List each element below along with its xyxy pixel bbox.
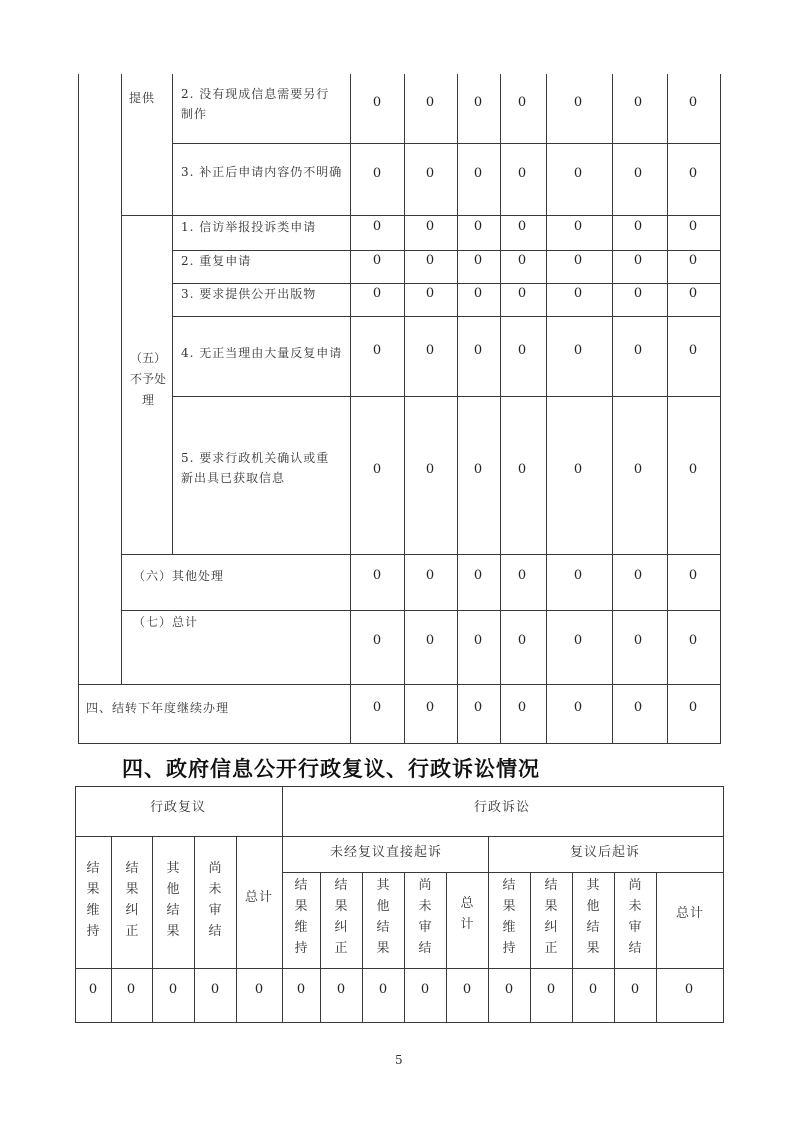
row-label: 3. 要求提供公开出版物 xyxy=(181,287,317,301)
col-header: 结果纠正 xyxy=(544,878,558,956)
count-cell: 0 xyxy=(473,95,483,110)
count-cell: 0 xyxy=(688,95,698,110)
count-cell: 0 xyxy=(254,982,264,997)
row-label: 2. 没有现成信息需要另行制作 xyxy=(181,87,330,121)
row-label: 5. 要求行政机关确认或重新出具已获取信息 xyxy=(181,451,330,485)
provide-group-label: 提供 xyxy=(129,91,156,105)
count-cell: 0 xyxy=(573,462,583,477)
count-cell: 0 xyxy=(688,700,698,715)
count-cell: 0 xyxy=(372,253,382,268)
count-cell: 0 xyxy=(688,462,698,477)
col-header: 结果维持 xyxy=(502,878,516,956)
count-cell: 0 xyxy=(473,219,483,234)
count-cell: 0 xyxy=(517,253,527,268)
page-number: 5 xyxy=(395,1053,404,1067)
count-cell: 0 xyxy=(372,166,382,181)
count-cell: 0 xyxy=(372,700,382,715)
after-review-header: 复议后起诉 xyxy=(570,845,641,860)
count-cell: 0 xyxy=(425,219,435,234)
count-cell: 0 xyxy=(684,982,694,997)
count-cell: 0 xyxy=(517,462,527,477)
count-cell: 0 xyxy=(517,95,527,110)
count-cell: 0 xyxy=(633,253,643,268)
count-cell: 0 xyxy=(372,219,382,234)
col-header: 其他结果 xyxy=(586,878,600,956)
count-cell: 0 xyxy=(425,95,435,110)
row-label: 1. 信访举报投诉类申请 xyxy=(181,220,317,234)
count-cell: 0 xyxy=(473,700,483,715)
col-header: 总计 xyxy=(676,906,705,921)
count-cell: 0 xyxy=(425,343,435,358)
count-cell: 0 xyxy=(633,286,643,301)
count-cell: 0 xyxy=(473,462,483,477)
count-cell: 0 xyxy=(573,343,583,358)
count-cell: 0 xyxy=(210,982,220,997)
count-cell: 0 xyxy=(462,982,472,997)
count-cell: 0 xyxy=(473,253,483,268)
col-header: 其他结果 xyxy=(376,878,390,956)
count-cell: 0 xyxy=(517,166,527,181)
col-header: 尚未审结 xyxy=(208,861,222,939)
col-header: 结果纠正 xyxy=(125,861,139,939)
count-cell: 0 xyxy=(630,982,640,997)
col-header: 其他结果 xyxy=(166,861,180,939)
count-cell: 0 xyxy=(425,568,435,583)
count-cell: 0 xyxy=(688,166,698,181)
count-cell: 0 xyxy=(573,700,583,715)
col-header: 总计 xyxy=(460,896,474,932)
count-cell: 0 xyxy=(633,462,643,477)
count-cell: 0 xyxy=(425,253,435,268)
count-cell: 0 xyxy=(688,219,698,234)
count-cell: 0 xyxy=(573,633,583,648)
count-cell: 0 xyxy=(517,700,527,715)
row-label: （七）总计 xyxy=(133,615,199,629)
row-label: 3. 补正后申请内容仍不明确 xyxy=(181,165,343,179)
count-cell: 0 xyxy=(372,568,382,583)
row-label: 2. 重复申请 xyxy=(181,254,252,268)
count-cell: 0 xyxy=(168,982,178,997)
col-header: 结果维持 xyxy=(86,861,100,939)
count-cell: 0 xyxy=(425,166,435,181)
count-cell: 0 xyxy=(517,286,527,301)
count-cell: 0 xyxy=(504,982,514,997)
count-cell: 0 xyxy=(473,633,483,648)
count-cell: 0 xyxy=(688,286,698,301)
row-label: 四、结转下年度继续办理 xyxy=(86,701,230,715)
count-cell: 0 xyxy=(573,568,583,583)
direct-suit-header: 未经复议直接起诉 xyxy=(330,845,443,860)
row-label: （六）其他处理 xyxy=(133,569,225,583)
count-cell: 0 xyxy=(473,286,483,301)
count-cell: 0 xyxy=(88,982,98,997)
count-cell: 0 xyxy=(372,462,382,477)
litigation-header: 行政诉讼 xyxy=(474,800,531,815)
count-cell: 0 xyxy=(372,633,382,648)
count-cell: 0 xyxy=(573,95,583,110)
count-cell: 0 xyxy=(372,286,382,301)
count-cell: 0 xyxy=(126,982,136,997)
count-cell: 0 xyxy=(517,633,527,648)
count-cell: 0 xyxy=(420,982,430,997)
col-header: 结果维持 xyxy=(294,878,308,956)
count-cell: 0 xyxy=(573,166,583,181)
count-cell: 0 xyxy=(473,166,483,181)
count-cell: 0 xyxy=(296,982,306,997)
count-cell: 0 xyxy=(688,253,698,268)
col-header: 结果纠正 xyxy=(334,878,348,956)
col-header: 总计 xyxy=(245,890,274,905)
count-cell: 0 xyxy=(473,343,483,358)
count-cell: 0 xyxy=(425,700,435,715)
count-cell: 0 xyxy=(378,982,388,997)
count-cell: 0 xyxy=(372,95,382,110)
count-cell: 0 xyxy=(633,95,643,110)
col-header: 尚未审结 xyxy=(628,878,642,956)
col-header: 尚未审结 xyxy=(418,878,432,956)
count-cell: 0 xyxy=(573,286,583,301)
count-cell: 0 xyxy=(573,253,583,268)
count-cell: 0 xyxy=(425,286,435,301)
count-cell: 0 xyxy=(425,633,435,648)
count-cell: 0 xyxy=(688,568,698,583)
review-header: 行政复议 xyxy=(150,800,207,815)
count-cell: 0 xyxy=(633,166,643,181)
count-cell: 0 xyxy=(546,982,556,997)
count-cell: 0 xyxy=(425,462,435,477)
count-cell: 0 xyxy=(517,219,527,234)
count-cell: 0 xyxy=(336,982,346,997)
count-cell: 0 xyxy=(517,343,527,358)
count-cell: 0 xyxy=(633,633,643,648)
section-heading: 四、政府信息公开行政复议、行政诉讼情况 xyxy=(122,757,540,781)
count-cell: 0 xyxy=(688,633,698,648)
no-process-group-label: （五）不予处理 xyxy=(130,351,167,407)
count-cell: 0 xyxy=(633,700,643,715)
count-cell: 0 xyxy=(633,568,643,583)
count-cell: 0 xyxy=(517,568,527,583)
count-cell: 0 xyxy=(588,982,598,997)
count-cell: 0 xyxy=(633,343,643,358)
count-cell: 0 xyxy=(372,343,382,358)
count-cell: 0 xyxy=(688,343,698,358)
count-cell: 0 xyxy=(473,568,483,583)
row-label: 4. 无正当理由大量反复申请 xyxy=(181,346,343,360)
count-cell: 0 xyxy=(633,219,643,234)
count-cell: 0 xyxy=(573,219,583,234)
